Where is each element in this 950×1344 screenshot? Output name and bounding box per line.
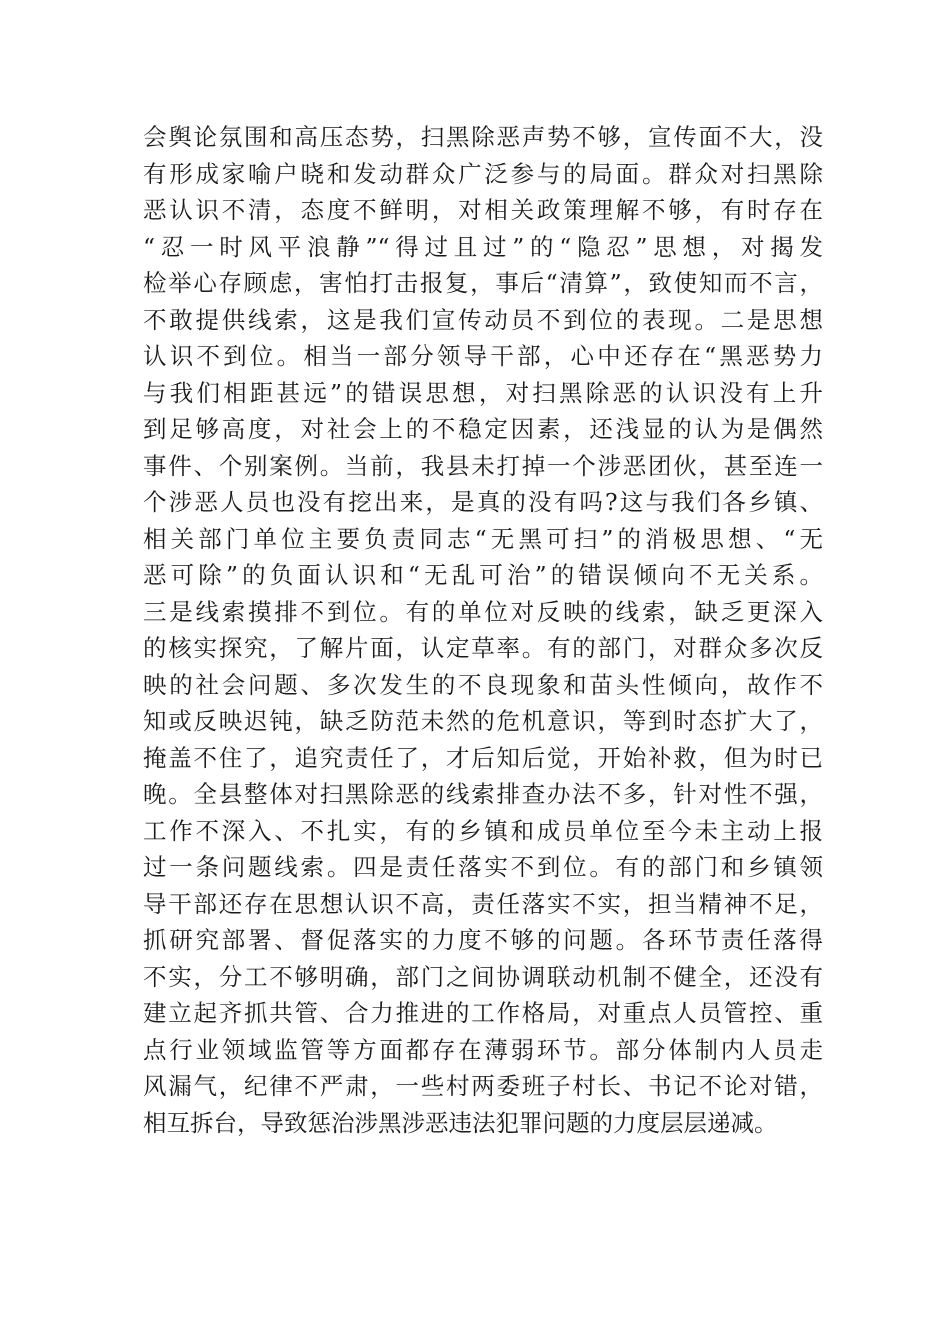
text-line: “忍一时风平浪静”“得过且过”的“隐忍”思想，对揭发 (143, 232, 823, 261)
text-line: 恶认识不清，态度不鲜明，对相关政策理解不够，有时存在 (143, 196, 823, 224)
body-paragraph (143, 119, 823, 1141)
text-line: 工作不深入、不扎实，有的乡镇和成员单位至今未主动上报 (143, 816, 823, 845)
text-line: 认识不到位。相当一部分领导干部，心中还存在“黑恶势力 (143, 342, 823, 370)
text-line: 晚。全县整体对扫黑除恶的线索排查办法不多，针对性不强， (143, 780, 823, 808)
text-line: 到足够高度，对社会上的不稳定因素，还浅显的认为是偶然 (143, 415, 823, 443)
text-line: 导干部还存在思想认识不高，责任落实不实，担当精神不足， (143, 889, 823, 918)
text-line: 个涉恶人员也没有挖出来，是真的没有吗?这与我们各乡镇、 (143, 488, 823, 516)
text-line: 点行业领域监管等方面都存在薄弱环节。部分体制内人员走 (143, 1035, 823, 1064)
text-line: 掩盖不住了，追究责任了，才后知后觉，开始补救，但为时已 (143, 743, 823, 772)
text-line: 恶可除”的负面认识和“无乱可治”的错误倾向不无关系。 (143, 561, 823, 589)
text-line: 映的社会问题、多次发生的不良现象和苗头性倾向，故作不 (143, 670, 823, 699)
text-line: 相关部门单位主要负责同志“无黑可扫”的消极思想、“无 (143, 524, 823, 553)
text-line: 知或反映迟钝，缺乏防范未然的危机意识，等到时态扩大了， (143, 707, 823, 735)
text-line: 不实，分工不够明确，部门之间协调联动机制不健全，还没有 (143, 962, 823, 991)
text-line: 有形成家喻户晓和发动群众广泛参与的局面。群众对扫黑除 (143, 159, 823, 188)
text-line: 过一条问题线索。四是责任落实不到位。有的部门和乡镇领 (143, 853, 823, 881)
text-line: 三是线索摸排不到位。有的单位对反映的线索，缺乏更深入 (143, 597, 823, 626)
text-line: 会舆论氛围和高压态势，扫黑除恶声势不够，宣传面不大，没 (143, 123, 823, 151)
text-line: 相互拆台，导致惩治涉黑涉恶违法犯罪问题的力度层层递减。 (143, 1108, 778, 1137)
text-line: 的核实探究，了解片面，认定草率。有的部门，对群众多次反 (143, 634, 823, 662)
text-line: 风漏气，纪律不严肃，一些村两委班子村长、书记不论对错， (143, 1072, 823, 1100)
text-line: 事件、个别案例。当前，我县未打掉一个涉恶团伙，甚至连一 (143, 451, 823, 480)
text-line: 不敢提供线索，这是我们宣传动员不到位的表现。二是思想 (143, 305, 823, 334)
text-line: 抓研究部署、督促落实的力度不够的问题。各环节责任落得 (143, 926, 823, 954)
text-line: 与我们相距甚远”的错误思想，对扫黑除恶的认识没有上升 (143, 378, 823, 407)
text-line: 建立起齐抓共管、合力推进的工作格局，对重点人员管控、重 (143, 999, 823, 1027)
text-line: 检举心存顾虑，害怕打击报复，事后“清算”，致使知而不言， (143, 269, 823, 297)
